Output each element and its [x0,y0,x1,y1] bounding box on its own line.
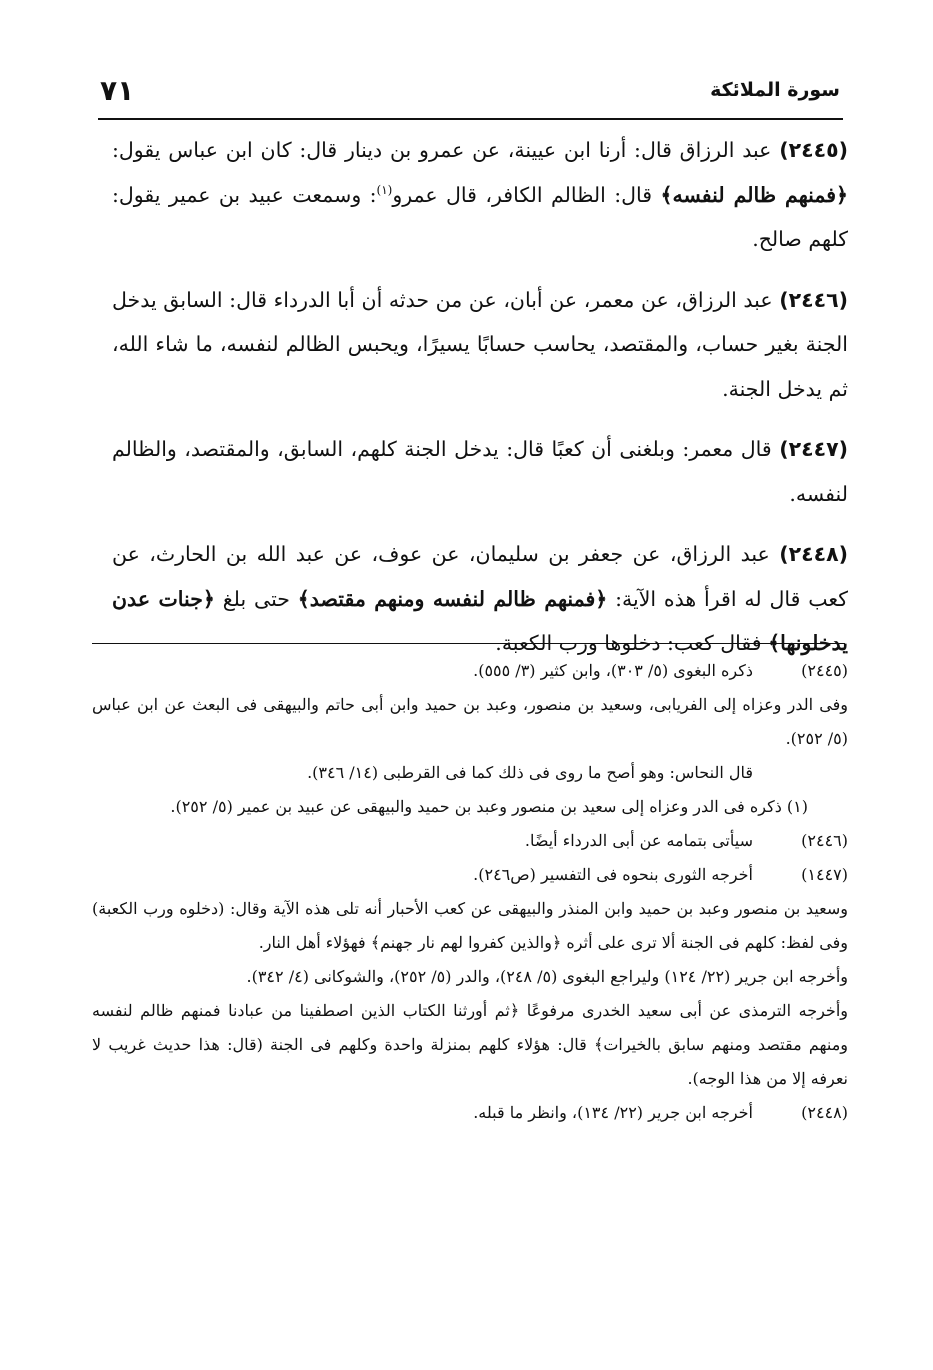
hadith-number: (٢٤٤٨) [779,542,848,566]
quran-quote: ﴿فمنهم ظالم لنفسه﴾ [660,182,848,207]
footnote-number: (٢٤٤٦) [801,831,848,850]
footnote-line: قال النحاس: وهو أصح ما روى فى ذلك كما فى القرطبى (١٤/ ٣٤٦). [307,763,753,782]
footnote-body [92,1096,753,1130]
footnote-number: (٢٤٤٥) [801,661,848,680]
header-rule [98,118,843,120]
hadith-number: (٢٤٤٦) [779,287,848,312]
footnote-line: (١) ذكره فى الدر وعزاه إلى سعيد بن منصور وعبد بن حميد والبيهقى عن عبيد بن عمير (٥/ ٢٥٢). [170,797,808,816]
footnote-line: وأخرجه الترمذى عن أبى سعيد الخدرى مرفوعًا ﴿ثم أورثنا الكتاب الذين اصطفينا من عبادنا فمنهم ظالم لنفسه ومنهم مقتصد ومنهم سابق بالخيرات﴾ قال: هؤلاء كلهم بمنزلة واحدة وكلهم فى الجنة (قال: هذا حديث غريب لا نعرفه إلا من هذا الوجه). [92,1001,848,1088]
main-text [112,128,848,682]
hadith-text: : وسمعت عبيد بن عمير يقول: كلهم صالح. [112,182,848,251]
footnote-rule [92,643,845,644]
footnote-line: وسعيد بن منصور وعبد بن حميد وابن المنذر والبيهقى عن كعب الأحبار أنه تلى هذه الآية وقال: (دخلوه ورب الكعبة) وفى لفظ: كلهم فى الجنة ألا ترى على أثره ﴿والذين كفروا لهم نار جهنم﴾ فهؤلاء أهل النار. [92,899,848,952]
hadith-2446 [112,278,848,412]
footnote-line: سيأتى بتمامه عن أبى الدرداء أيضًا. [524,831,753,850]
page-header [100,70,840,110]
hadith-text: عبد الرزاق قال: أرنا ابن عيينة، عن عمرو بن دينار قال: كان ابن عباس يقول: [112,138,780,162]
footnote-2447 [92,858,848,892]
page-number: ٧١ [100,73,135,107]
hadith-text: عبد الرزاق، عن معمر، عن أبان، عن من حدثه أن أبا الدرداء قال: السابق يدخل الجنة بغير حساب، والمقتصد، يحاسب حسابًا يسيرًا، ويحبس الظالم لنفسه، ما شاء الله، ثم يدخل الجنة. [112,287,848,401]
quran-quote: ﴿جنات عدن يدخلونها﴾ [112,586,848,655]
footnote-line: وأخرجه ابن جرير (٢٢/ ١٢٤) وليراجع البغوى (٥/ ٢٤٨)، والدر (٥/ ٢٥٢)، والشوكانى (٤/ ٣٤٢). [246,967,848,986]
footnote-2445 [92,654,848,688]
hadith-text: فقال كعب: دخلوها ورب الكعبة. [495,631,769,655]
hadith-2447 [112,427,848,516]
quran-quote: ﴿فمنهم ظالم لنفسه ومنهم مقتصد﴾ [297,586,608,611]
footnote-line: وفى الدر وعزاه إلى الفريابى، وسعيد بن منصور، وعبد بن حميد وابن أبى حاتم والبيهقى فى البعث عن ابن عباس (٥/ ٢٥٢). [92,695,848,748]
hadith-text: حتى بلغ [214,586,298,611]
footnote-body [92,858,753,892]
hadith-2445 [112,128,848,262]
footnote-body [92,654,753,688]
surah-title: سورة الملائكة [710,79,840,101]
hadith-2448 [112,532,848,666]
hadith-text: قال معمر: وبلغنى أن كعبًا قال: يدخل الجنة كلهم، السابق، والمقتصد، والظالم لنفسه. [112,437,848,506]
hadith-text: قال: الظالم الكافر، قال عمرو [392,182,661,207]
footnote-2446 [92,824,848,858]
footnote-line: ذكره البغوى (٥/ ٣٠٣)، وابن كثير (٣/ ٥٥٥). [473,661,753,680]
hadith-text: عبد الرزاق، عن جعفر بن سليمان، عن عوف، عن عبد الله بن الحارث، عن كعب قال له اقرأ هذه الآية: [112,542,848,611]
footnotes [92,654,848,1130]
footnote-line: أخرجه الثورى بنحوه فى التفسير (ص٢٤٦). [473,865,753,884]
footnote-number: (١٤٤٧) [801,865,848,884]
footnote-ref: (١) [376,182,393,197]
hadith-number: (٢٤٤٥) [779,138,848,162]
footnote-number: (٢٤٤٨) [801,1103,848,1122]
footnote-body [92,824,753,858]
hadith-number: (٢٤٤٧) [779,437,848,461]
footnote-line: أخرجه ابن جرير (٢٢/ ١٣٤)، وانظر ما قبله. [473,1103,753,1122]
footnote-2448 [92,1096,848,1130]
